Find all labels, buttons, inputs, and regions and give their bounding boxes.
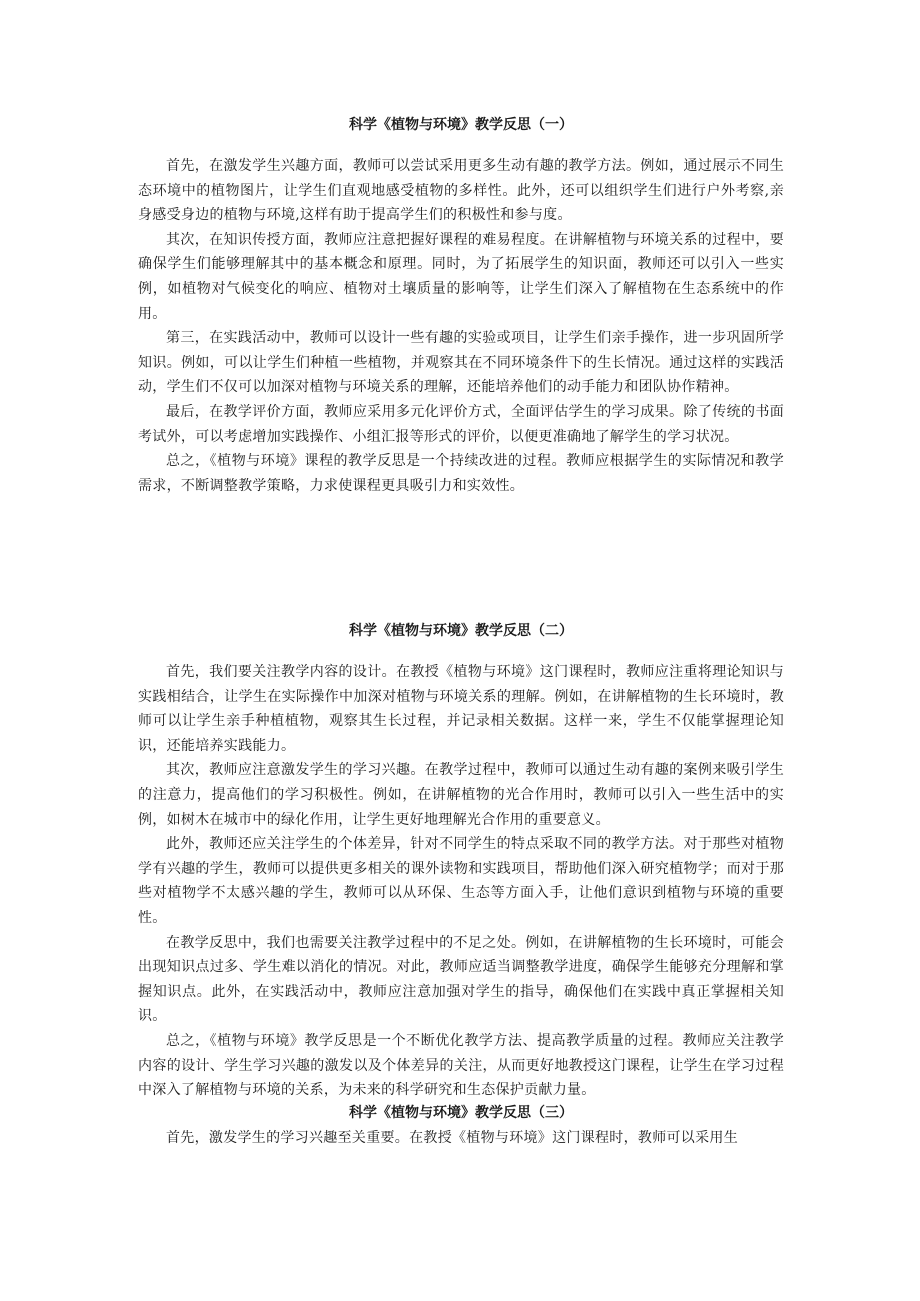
paragraph: 总之，《植物与环境》教学反思是一个不断优化教学方法、提高教学质量的过程。教师应关注教学内容的设计、学生学习兴趣的激发以及个体差异的关注，从而更好地教授这门课程，让学生在学习过程中深入了解植物与环境的关系，为未来的科学研究和生态保护贡献力量。: [138, 1032, 784, 1099]
paragraph: 首先，激发学生的学习兴趣至关重要。在教授《植物与环境》这门课程时，教师可以采用生: [166, 1130, 738, 1146]
paragraph: 首先，在激发学生兴趣方面，教师可以尝试采用更多生动有趣的教学方法。例如，通过展示不同生态环境中的植物图片，让学生们直观地感受植物的多样性。此外，还可以组织学生们进行户外考察,亲身感受身边的植物与环境,这样有助于提高学生们的积极性和参与度。: [138, 158, 784, 224]
reflection-section-2: [138, 618, 784, 1103]
paragraph: 其次，在知识传授方面，教师应注意把握好课程的难易程度。在讲解植物与环境关系的过程中，要确保学生们能够理解其中的基本概念和原理。同时，为了拓展学生的知识面，教师还可以引入一些实例，如植物对气候变化的响应、植物对土壤质量的影响等，让学生们深入了解植物在生态系统中的作用。: [138, 231, 784, 322]
title-spacer: [138, 644, 784, 660]
paragraph: 其次，教师应注意激发学生的学习兴趣。在教学过程中，教师可以通过生动有趣的案例来吸引学生的注意力，提高他们的学习积极性。例如，在讲解植物的光合作用时，教师可以引入一些生活中的实例，如树木在城市中的绿化作用，让学生更好地理解光合作用的重要意义。: [138, 762, 784, 828]
section-title: 科学《植物与环境》教学反思（二）: [349, 623, 573, 639]
paragraph: 总之，《植物与环境》课程的教学反思是一个持续改进的过程。教师应根据学生的实际情况和教学需求，不断调整教学策略，力求使课程更具吸引力和实效性。: [138, 453, 784, 494]
title-spacer: [138, 138, 784, 154]
paragraph: 此外，教师还应关注学生的个体差异，针对不同学生的特点采取不同的教学方法。对于那些对植物学有兴趣的学生，教师可以提供更多相关的课外读物和实践项目，帮助他们深入研究植物学；而对于那些对植物学不太感兴趣的学生，教师可以从环保、生态等方面入手，让他们意识到植物与环境的重要性。: [138, 836, 784, 926]
paragraph: 最后，在教学评价方面，教师应采用多元化评价方式，全面评估学生的学习成果。除了传统的书面考试外，可以考虑增加实践操作、小组汇报等形式的评价，以便更准确地了解学生的学习状况。: [138, 403, 784, 445]
paragraph: 在教学反思中，我们也需要关注教学过程中的不足之处。例如，在讲解植物的生长环境时，可能会出现知识点过多、学生难以消化的情况。对此，教师应适当调整教学进度，确保学生能够充分理解和掌握知识点。此外，在实践活动中，教师应注意加强对学生的指导，确保他们在实践中真正掌握相关知识。: [138, 934, 784, 1025]
paragraph: 首先，我们要关注教学内容的设计。在教授《植物与环境》这门课程时，教师应注重将理论知识与实践相结合，让学生在实际操作中加深对植物与环境关系的理解。例如，在讲解植物的生长环境时，教师可以让学生亲手种植植物，观察其生长过程，并记录相关数据。这样一来，学生不仅能掌握理论知识，还能培养实践能力。: [138, 664, 784, 754]
reflection-section-1: [138, 112, 784, 498]
paragraph: 第三，在实践活动中，教师可以设计一些有趣的实验或项目，让学生们亲手操作，进一步巩固所学知识。例如，可以让学生们种植一些植物，并观察其在不同环境条件下的生长情况。通过这样的实践活动，学生们不仅可以加深对植物与环境关系的理解，还能培养他们的动手能力和团队协作精神。: [138, 330, 784, 396]
section-title: 科学《植物与环境》教学反思（三）: [349, 1105, 573, 1121]
section-title: 科学《植物与环境》教学反思（一）: [349, 117, 573, 133]
reflection-section-3: [138, 1100, 784, 1151]
